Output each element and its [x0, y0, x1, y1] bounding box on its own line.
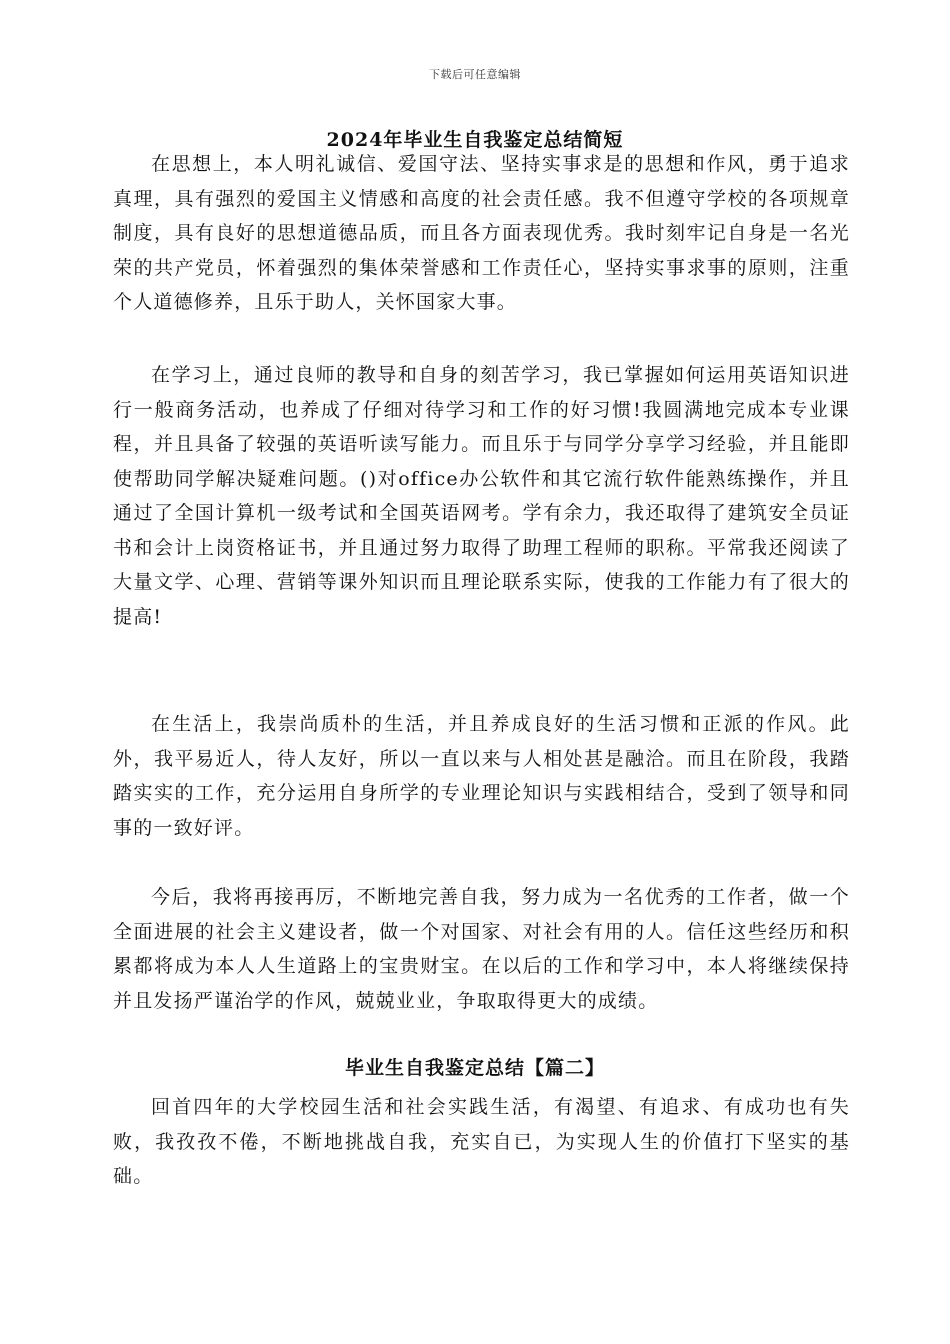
paragraph-part-two-intro: 回首四年的大学校园生活和社会实践生活，有渴望、有追求、有成功也有失败，我孜孜不倦，不断地挑战自我，充实自已，为实现人生的价值打下坚实的基础。 — [113, 1096, 850, 1187]
paragraph-life: 在生活上，我崇尚质朴的生活，并且养成良好的生活习惯和正派的作风。此外，我平易近人，待人友好，所以一直以来与人相处甚是融洽。而且在阶段，我踏踏实实的工作，充分运用自身所学的专业理论知识与实践相结合，受到了领导和同事的一致好评。 — [113, 713, 850, 839]
document-title: 2024年毕业生自我鉴定总结简短 — [326, 129, 624, 151]
section-title-part-two: 毕业生自我鉴定总结【篇二】 — [344, 1057, 605, 1079]
paragraph-study: 在学习上，通过良师的教导和自身的刻苦学习，我已掌握如何运用英语知识进行一般商务活动，也养成了仔细对待学习和工作的好习惯!我圆满地完成本专业课程，并且具备了较强的英语听读写能力。而且乐于与同学分享学习经验，并且能即使帮助同学解决疑难问题。()对office办公软件和其它流行软件能熟练操作，并且通过了全国计算机一级考试和全国英语网考。学有余力，我还取得了建筑安全员证书和会计上岗资格证书，并且通过努力取得了助理工程师的职称。平常我还阅读了大量文学、心理、营销等课外知识而且理论联系实际，使我的工作能力有了很大的提高! — [113, 364, 850, 628]
paragraph-thought: 在思想上，本人明礼诚信、爱国守法、坚持实事求是的思想和作风，勇于追求真理，具有强烈的爱国主义情感和高度的社会责任感。我不但遵守学校的各项规章制度，具有良好的思想道德品质，而且各方面表现优秀。我时刻牢记自身是一名光荣的共产党员，怀着强烈的集体荣誉感和工作责任心，坚持实事求事的原则，注重个人道德修养，且乐于助人，关怀国家大事。 — [113, 153, 850, 313]
header-note: 下载后可任意编辑 — [429, 68, 521, 81]
paragraph-future: 今后，我将再接再厉，不断地完善自我，努力成为一名优秀的工作者，做一个全面进展的社会主义建设者，做一个对国家、对社会有用的人。信任这些经历和积累都将成为本人人生道路上的宝贵财宝。在以后的工作和学习中，本人将继续保持并且发扬严谨治学的作风，兢兢业业，争取取得更大的成绩。 — [113, 886, 850, 1012]
